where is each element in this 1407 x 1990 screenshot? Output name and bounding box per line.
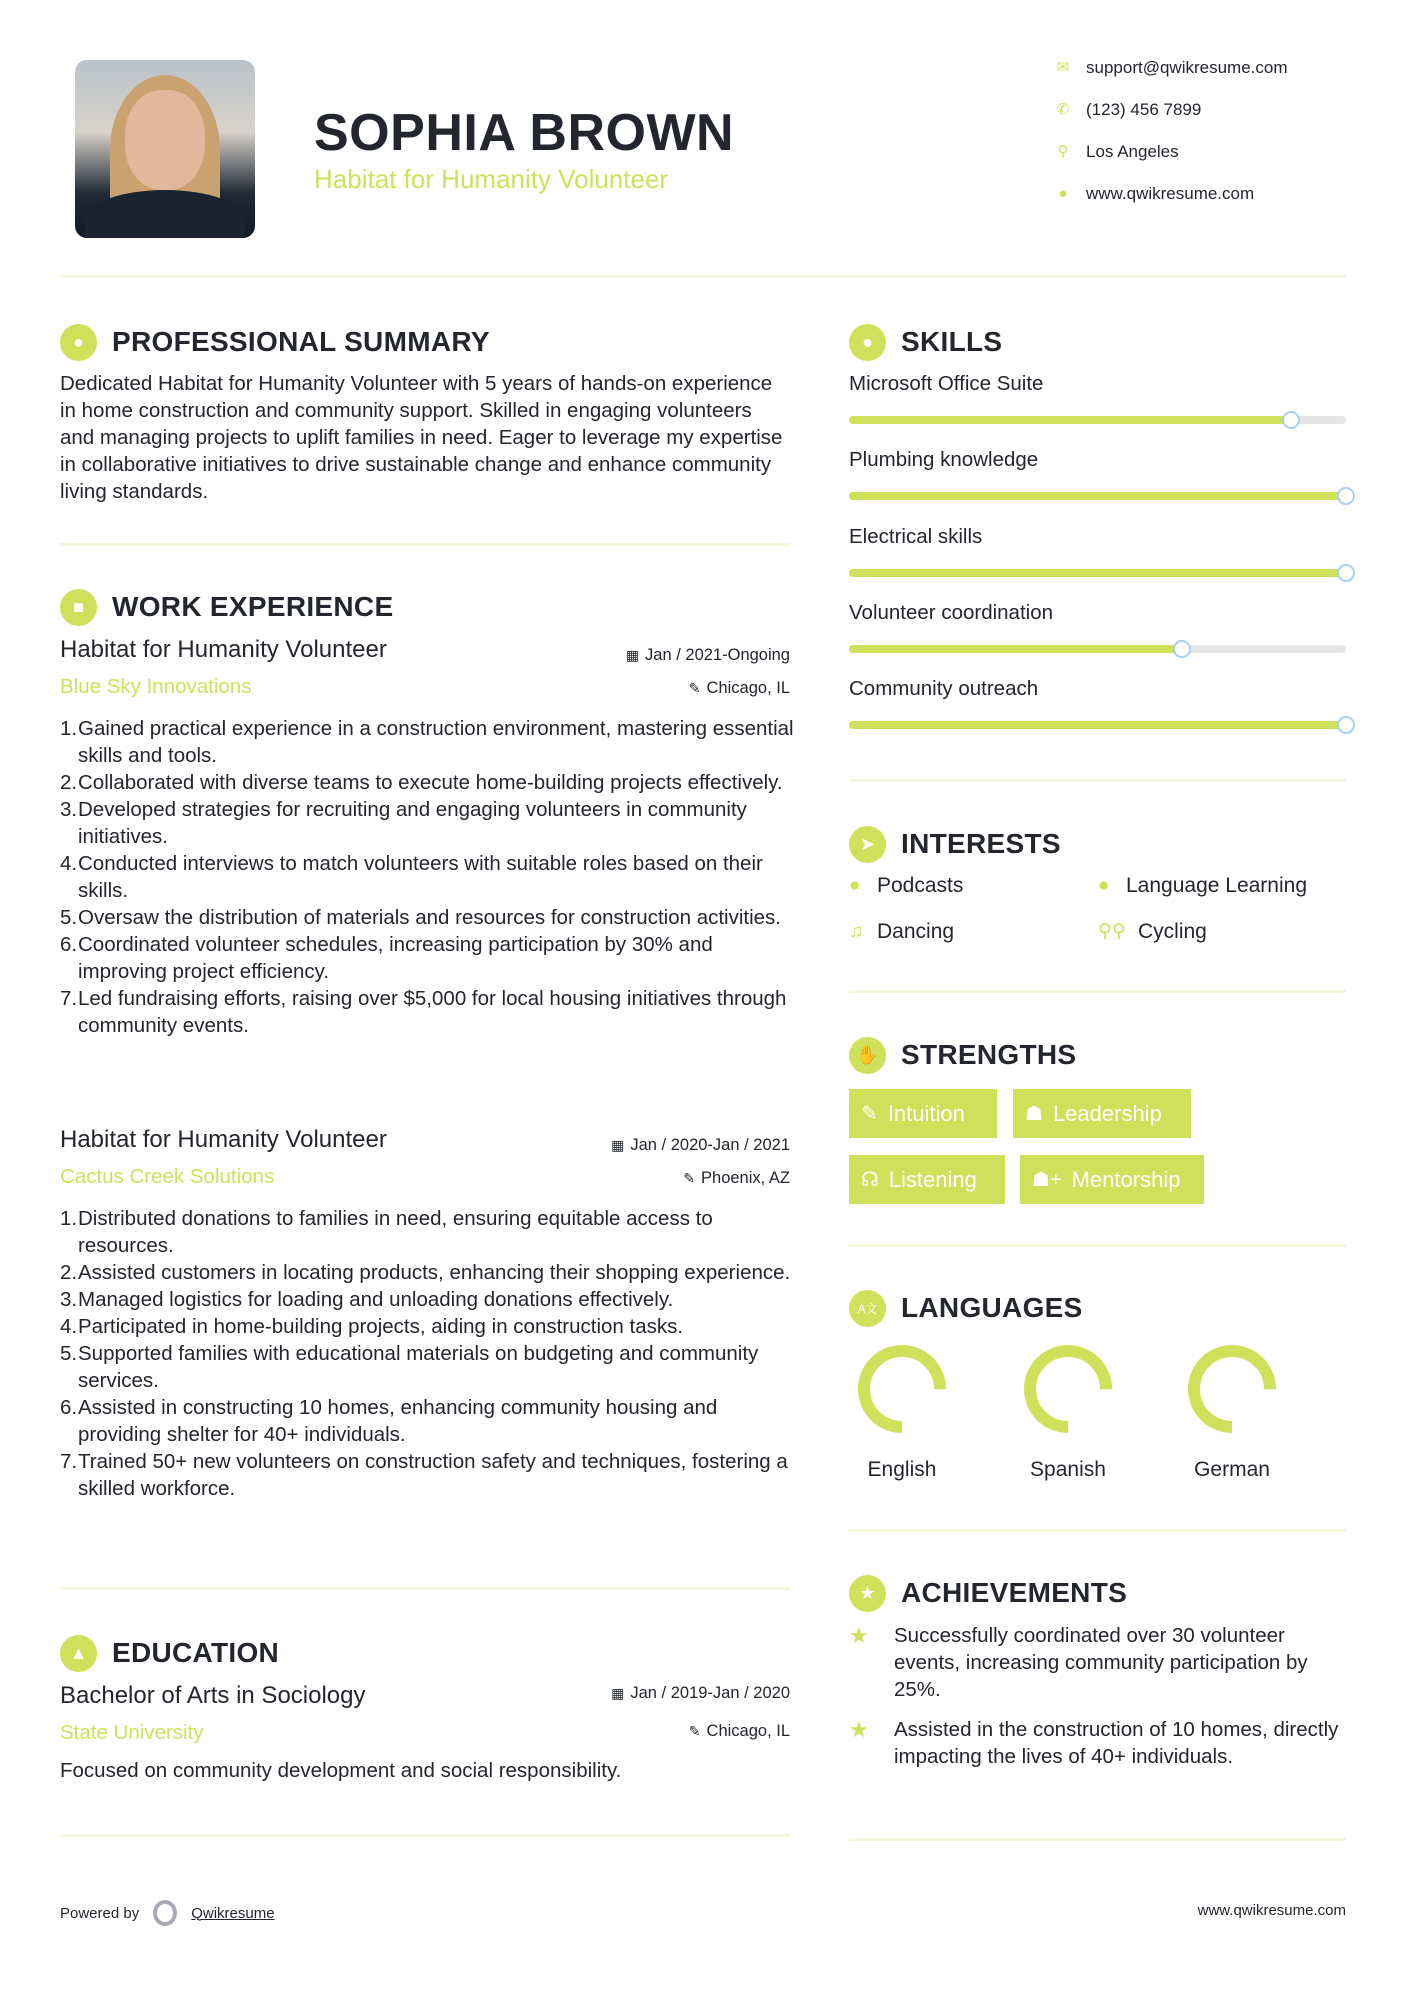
strengths-heading (849, 1035, 1076, 1075)
list-item (60, 931, 800, 985)
company-name: Cactus Creek Solutions (60, 1165, 275, 1188)
skill-bar-fill (849, 492, 1346, 500)
section-divider (60, 1587, 790, 1590)
summary-heading (60, 322, 490, 362)
list-item (60, 904, 800, 931)
skill-level-knob (1173, 640, 1191, 658)
list-item-text: Distributed donations to families in need, ensuring equitable access to resources. (78, 1207, 713, 1257)
paper-plane-icon: ➤ (849, 826, 886, 863)
section-divider (849, 990, 1346, 993)
skill-level-knob (1282, 411, 1300, 429)
list-number: 2. (60, 771, 78, 794)
job-location (683, 1167, 790, 1189)
skill-bar (849, 416, 1346, 424)
powered-by-text: Powered by (60, 1904, 140, 1922)
section-title: ACHIEVEMENTS (901, 1577, 1128, 1608)
skill-bar (849, 645, 1346, 653)
language-name: English (867, 1458, 937, 1481)
section-divider (849, 1838, 1346, 1841)
list-item-text: Managed logistics for loading and unloading donations effectively. (78, 1288, 674, 1311)
education-description: Focused on community development and social responsibility. (60, 1759, 622, 1782)
list-item-text: Gained practical experience in a construction environment, mastering essential skills and tools. (78, 717, 794, 767)
skill-bar (849, 492, 1346, 500)
list-number: 3. (60, 798, 78, 821)
star-icon: ★ (849, 1623, 869, 1648)
list-number: 4. (60, 852, 78, 875)
music-icon: ♫ (849, 921, 864, 942)
skill-bar-fill (849, 721, 1346, 729)
contact-text: www.qwikresume.com (1086, 184, 1255, 203)
skill-level-knob (1337, 564, 1355, 582)
list-item-text: Conducted interviews to match volunteers with suitable roles based on their skills. (78, 852, 763, 902)
list-item (60, 1205, 800, 1259)
skill-label: Electrical skills (849, 524, 983, 548)
skill-level-knob (1337, 716, 1355, 734)
strength-label: Mentorship (1071, 1166, 1181, 1192)
profile-photo (75, 60, 255, 238)
interests-heading (849, 824, 1061, 864)
interest-item (1098, 918, 1207, 946)
briefcase-icon: ■ (60, 589, 97, 626)
list-item (60, 1340, 800, 1394)
summary-text: Dedicated Habitat for Humanity Volunteer with 5 years of hands-on experience in home construction and community support. Skilled in engaging volunteers and managing projects to uplift families in need. Eager to leverage my expertise in collaborative initiatives to drive sustainable change and enhance community living standards. (60, 372, 783, 503)
section-divider (849, 1244, 1346, 1247)
list-item (60, 715, 800, 769)
map-marker-icon: ⚲ (1057, 143, 1069, 160)
list-item-text: Developed strategies for recruiting and engaging volunteers in community initiatives. (78, 798, 747, 848)
list-item (60, 850, 800, 904)
list-item-text: Participated in home-building projects, aiding in construction tasks. (78, 1315, 684, 1338)
location-text: Chicago, IL (706, 1722, 790, 1740)
footer-url[interactable]: www.qwikresume.com (1197, 1902, 1346, 1919)
list-number: 7. (60, 987, 78, 1010)
job-date (611, 1134, 790, 1156)
list-number: 4. (60, 1315, 78, 1338)
skill-label: Plumbing knowledge (849, 448, 1039, 472)
responsibility-list (60, 715, 800, 1039)
skill-bar-fill (849, 569, 1346, 577)
date-text: Jan / 2020-Jan / 2021 (630, 1136, 790, 1154)
bicycle-icon: ⚲⚲ (1098, 921, 1126, 942)
list-number: 1. (60, 717, 78, 740)
section-title: STRENGTHS (901, 1039, 1077, 1070)
interest-label: Cycling (1138, 920, 1207, 943)
list-number: 6. (60, 1396, 78, 1419)
envelope-icon: ✉ (1056, 59, 1070, 76)
language-level-arc (1194, 1351, 1270, 1427)
section-divider (60, 543, 790, 546)
section-divider (60, 1834, 790, 1837)
date-text: Jan / 2021-Ongoing (645, 646, 790, 664)
language-level-arc (864, 1351, 940, 1427)
list-number: 6. (60, 933, 78, 956)
section-title: PROFESSIONAL SUMMARY (112, 326, 490, 357)
list-item-text: Led fundraising efforts, raising over $5,000 for local housing initiatives through community events. (78, 987, 787, 1037)
pin-icon: ✎ (683, 1170, 696, 1186)
hand-icon: ✋ (849, 1037, 886, 1074)
contact-location (1053, 141, 1179, 163)
header-divider (60, 275, 1346, 278)
strength-tag (849, 1089, 997, 1138)
candidate-title: Habitat for Humanity Volunteer (314, 164, 669, 194)
contact-website[interactable] (1053, 183, 1254, 205)
list-item (60, 796, 800, 850)
list-item (60, 1448, 800, 1502)
user-icon: ● (60, 324, 97, 361)
section-title: INTERESTS (901, 828, 1061, 859)
star-badge-icon: ★ (849, 1575, 886, 1612)
pin-icon: ✎ (688, 680, 701, 696)
job-title: Habitat for Humanity Volunteer (60, 636, 387, 663)
strength-tag (1020, 1155, 1204, 1204)
work-heading (60, 587, 393, 627)
achievement-text: Successfully coordinated over 30 volunteer events, increasing community participation by 25%. (894, 1624, 1308, 1701)
education-location (689, 1720, 790, 1742)
list-item-text: Trained 50+ new volunteers on construction safety and techniques, fostering a skilled workforce. (78, 1450, 788, 1500)
strength-tag (1013, 1089, 1191, 1138)
calendar-icon: ▦ (611, 1137, 625, 1153)
language-level-ring (1018, 1339, 1118, 1439)
language-icon: A文 (849, 1290, 886, 1327)
strength-label: Listening (888, 1166, 977, 1192)
section-title: WORK EXPERIENCE (112, 591, 394, 622)
list-item-text: Oversaw the distribution of materials and resources for construction activities. (78, 906, 781, 929)
contact-text: Los Angeles (1086, 142, 1179, 161)
responsibility-list (60, 1205, 800, 1502)
languages-heading (849, 1288, 1083, 1328)
list-item-text: Assisted in constructing 10 homes, enhancing community housing and providing shelter for 40+ individuals. (78, 1396, 718, 1446)
candidate-name: SOPHIA BROWN (314, 104, 735, 162)
interest-item (849, 918, 954, 946)
headphones-icon: ☊ (861, 1169, 879, 1191)
skill-bar-fill (849, 416, 1291, 424)
list-item-text: Assisted customers in locating products, enhancing their shopping experience. (78, 1261, 791, 1284)
education-date (611, 1682, 790, 1704)
phone-icon: ✆ (1056, 101, 1070, 118)
section-divider (849, 1529, 1346, 1532)
qwikresume-logo-icon (153, 1900, 177, 1926)
education-heading (60, 1633, 279, 1673)
list-item (60, 1259, 800, 1286)
list-item-text: Coordinated volunteer schedules, increasing participation by 30% and improving project efficiency. (78, 933, 713, 983)
graduation-cap-icon: ▲ (60, 1635, 97, 1672)
list-number: 5. (60, 906, 78, 929)
list-number: 7. (60, 1450, 78, 1473)
section-title: EDUCATION (112, 1637, 280, 1668)
list-item (60, 985, 800, 1039)
interest-item (849, 872, 963, 900)
achievement-item (849, 1622, 1346, 1703)
list-number: 5. (60, 1342, 78, 1365)
footer-powered-by (60, 1900, 275, 1926)
star-icon: ★ (849, 1717, 869, 1742)
strength-label: Intuition (887, 1100, 965, 1126)
microphone-icon: ● (849, 875, 861, 896)
list-item (60, 1394, 800, 1448)
globe-icon: ● (1058, 185, 1068, 202)
language-level-ring (852, 1339, 952, 1439)
language-level-arc (1030, 1351, 1106, 1427)
contact-phone (1053, 99, 1201, 121)
interest-label: Dancing (877, 920, 955, 943)
list-number: 2. (60, 1261, 78, 1284)
language-name: German (1194, 1458, 1270, 1481)
strength-tag (849, 1155, 1005, 1204)
degree: Bachelor of Arts in Sociology (60, 1682, 366, 1709)
users-icon: ☗ (1025, 1103, 1043, 1125)
list-number: 1. (60, 1207, 78, 1230)
calendar-icon: ▦ (625, 647, 640, 663)
calendar-icon: ▦ (611, 1685, 625, 1701)
list-item-text: Collaborated with diverse teams to execute home-building projects effectively. (78, 771, 783, 794)
user-plus-icon: ☗+ (1032, 1169, 1062, 1191)
date-text: Jan / 2019-Jan / 2020 (630, 1684, 790, 1702)
interest-item (1098, 872, 1307, 900)
list-item (60, 1286, 800, 1313)
contact-text: support@qwikresume.com (1086, 58, 1288, 77)
section-title: SKILLS (901, 326, 1003, 357)
company-name: Blue Sky Innovations (60, 675, 252, 698)
achievement-text: Assisted in the construction of 10 homes, directly impacting the lives of 40+ individuals. (894, 1718, 1339, 1768)
contact-text: (123) 456 7899 (1086, 100, 1202, 119)
location-text: Chicago, IL (706, 679, 790, 697)
section-divider (849, 779, 1346, 782)
magic-wand-icon: ✎ (861, 1103, 878, 1125)
achievements-heading (849, 1573, 1127, 1613)
list-number: 3. (60, 1288, 78, 1311)
achievement-item (849, 1716, 1346, 1770)
strength-label: Leadership (1052, 1100, 1162, 1126)
contact-email[interactable] (1053, 57, 1288, 79)
skill-label: Microsoft Office Suite (849, 372, 1044, 395)
skill-bar-fill (849, 645, 1182, 653)
language-name: Spanish (1030, 1458, 1106, 1481)
skill-level-knob (1337, 487, 1355, 505)
interest-label: Language Learning (1126, 874, 1308, 897)
job-title: Habitat for Humanity Volunteer (60, 1126, 387, 1153)
interest-label: Podcasts (877, 874, 964, 897)
skill-bar (849, 721, 1346, 729)
section-title: LANGUAGES (901, 1292, 1083, 1323)
skills-heading (849, 322, 1002, 362)
location-text: Phoenix, AZ (701, 1169, 790, 1187)
school: State University (60, 1721, 204, 1744)
list-item (60, 1313, 800, 1340)
list-item-text: Supported families with educational materials on budgeting and community services. (78, 1342, 759, 1392)
skill-bar (849, 569, 1346, 577)
skill-label: Community outreach (849, 677, 1039, 701)
globe-icon: ● (1098, 875, 1110, 896)
list-item (60, 769, 800, 796)
lightbulb-icon: ● (849, 324, 886, 361)
pin-icon: ✎ (688, 1723, 701, 1739)
skill-label: Volunteer coordination (849, 600, 1054, 624)
brand-link[interactable]: Qwikresume (191, 1904, 275, 1922)
job-date (626, 644, 790, 666)
job-location (689, 677, 790, 699)
language-level-ring (1182, 1339, 1282, 1439)
